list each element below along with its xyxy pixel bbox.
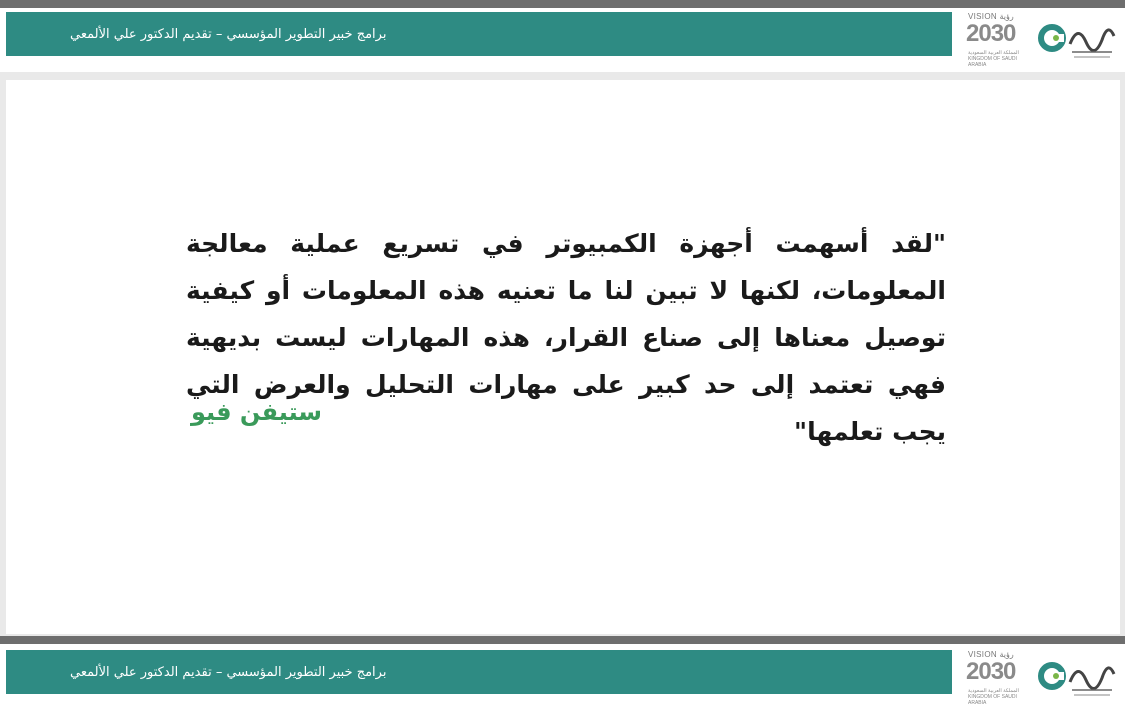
quote-author: ستيفن فيو xyxy=(191,398,322,426)
header-logos xyxy=(960,10,1120,66)
vision-year: 2030 xyxy=(966,20,1016,47)
slide-content xyxy=(6,80,1120,634)
footer-band xyxy=(6,650,952,694)
vision-year: 2030 xyxy=(966,658,1016,685)
footer-logos xyxy=(960,648,1120,704)
quote-text: "لقد أسهمت أجهزة الكمبيوتر في تسريع عملية معالجة المعلومات، لكنها لا تبين لنا ما تعنيه هذه المعلومات أو كيفية توصيل معناها إلى صناع القرار، هذه المهارات ليست بديهية فهي تعتمد إلى حد كبير على مهارات التحليل والعرض التي يجب تعلمها" xyxy=(186,229,946,446)
footer-top-bar xyxy=(0,636,1125,644)
ibtikar-logo-icon xyxy=(1038,648,1118,702)
footer-strip xyxy=(0,636,1125,710)
vision-label: VISION رؤية xyxy=(968,650,1014,659)
vision-subtitle: المملكة العربية السعودية KINGDOM OF SAUDI ARABIA xyxy=(968,50,1019,68)
footer-title: برامج خبير التطوير المؤسسي – تقديم الدكتور علي الألمعي xyxy=(70,664,387,680)
vision-label: VISION رؤية xyxy=(968,12,1014,21)
header-title: برامج خبير التطوير المؤسسي – تقديم الدكتور علي الألمعي xyxy=(70,26,387,42)
header-strip xyxy=(0,0,1125,72)
vision-2030-logo xyxy=(966,10,1036,68)
ibtikar-logo-icon xyxy=(1038,10,1118,64)
header-top-bar xyxy=(0,0,1125,8)
vision-2030-logo xyxy=(966,648,1036,706)
vision-subtitle: المملكة العربية السعودية KINGDOM OF SAUDI ARABIA xyxy=(968,688,1019,706)
header-band xyxy=(6,12,952,56)
